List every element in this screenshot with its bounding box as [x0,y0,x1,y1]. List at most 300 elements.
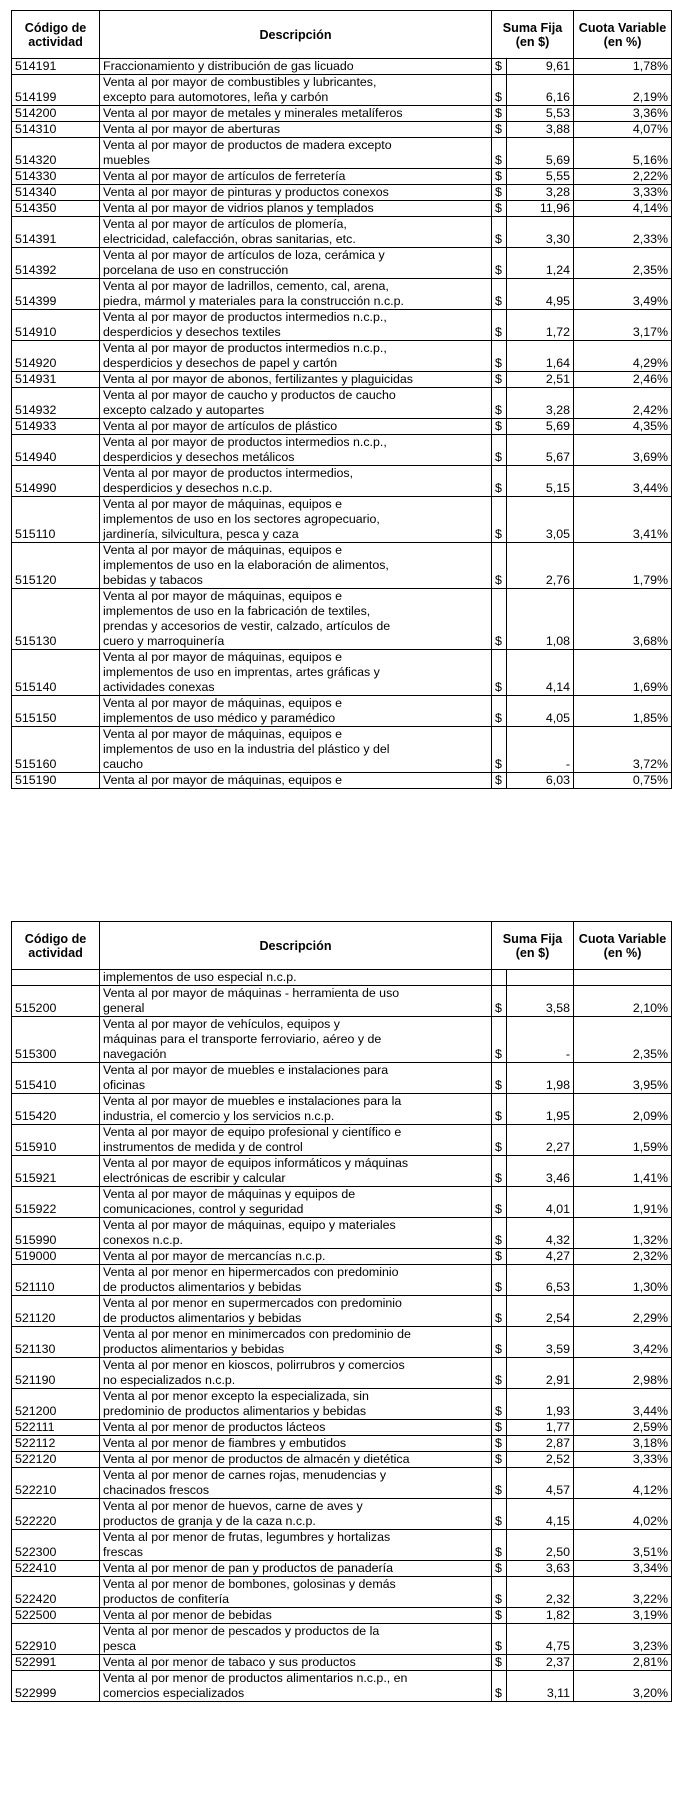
activity-description [100,59,492,75]
activity-description [100,1156,492,1187]
table-row [12,1094,672,1125]
activity-description [100,419,492,435]
activity-code: 515200 [12,986,100,1017]
activity-code: 522220 [12,1499,100,1530]
variable-rate-value: 1,85% [574,696,672,727]
description-line: implementos de uso en imprentas, artes gráficas y [103,665,380,679]
currency-sign: $ [492,1063,507,1094]
fixed-sum-value: 2,91 [507,1358,574,1389]
currency-sign: $ [492,1608,507,1624]
currency-sign: $ [492,106,507,122]
description-line: Venta al por menor en minimercados con predominio de [103,1327,411,1341]
currency-sign: $ [492,185,507,201]
table-row [12,1468,672,1499]
activity-code: 515160 [12,727,100,773]
table-row [12,1420,672,1436]
description-line: porcelana de uso en construcción [103,263,289,277]
activity-description [100,106,492,122]
fixed-sum-value: 4,01 [507,1187,574,1218]
description-line: muebles [103,153,150,167]
fixed-sum-value: 3,88 [507,122,574,138]
variable-rate-value: 2,46% [574,372,672,388]
variable-rate-value: 3,49% [574,279,672,310]
description-line: implementos de uso médico y paramédico [103,711,336,725]
header-fixed-sum: Suma Fija (en $) [492,11,574,59]
description-line: electrónicas de escribir y calcular [103,1171,286,1185]
fixed-sum-value: 1,82 [507,1608,574,1624]
table-row [12,217,672,248]
activity-description [100,169,492,185]
currency-sign: $ [492,1156,507,1187]
variable-rate-value: 2,42% [574,388,672,419]
variable-rate-value: 2,09% [574,1094,672,1125]
activity-code: 522112 [12,1436,100,1452]
variable-rate-value: 4,14% [574,201,672,217]
description-line: Venta al por menor de bebidas [103,1608,272,1622]
table-row [12,169,672,185]
currency-sign: $ [492,1530,507,1561]
variable-rate-value: 2,32% [574,1249,672,1265]
currency-sign: $ [492,986,507,1017]
table-row [12,1063,672,1094]
description-line: Venta al por mayor de combustibles y lubricantes, [103,75,377,89]
table-row [12,341,672,372]
fixed-sum-value: 4,14 [507,650,574,696]
variable-rate-value: 3,68% [574,589,672,650]
description-line: excepto para automotores, leña y carbón [103,90,329,104]
activity-code: 521200 [12,1389,100,1420]
variable-rate-value: 2,19% [574,75,672,106]
variable-rate-value: 3,72% [574,727,672,773]
currency-sign: $ [492,75,507,106]
description-line: implementos de uso en los sectores agropecuario, [103,512,380,526]
currency-sign: $ [492,217,507,248]
table-row [12,1530,672,1561]
fixed-sum-value: 2,37 [507,1655,574,1671]
currency-sign: $ [492,341,507,372]
activity-description [100,1499,492,1530]
variable-rate-value: 5,16% [574,138,672,169]
activity-description [100,1655,492,1671]
activity-description [100,185,492,201]
description-line: desperdicios y desechos n.c.p. [103,481,273,495]
description-line: productos de granja y de la caza n.c.p. [103,1514,316,1528]
description-line: Venta al por mayor de abonos, fertilizantes y plaguicidas [103,372,413,386]
activity-code: 514191 [12,59,100,75]
description-line: implementos de uso en la elaboración de alimentos, [103,558,389,572]
activity-code: 515150 [12,696,100,727]
activity-code: 514920 [12,341,100,372]
activity-description [100,1249,492,1265]
activity-code: 515410 [12,1063,100,1094]
fixed-sum-value: 3,28 [507,388,574,419]
table-row [12,1218,672,1249]
table-row [12,106,672,122]
fixed-sum-value: 4,05 [507,696,574,727]
description-line: productos de confitería [103,1592,230,1606]
activity-code: 522420 [12,1577,100,1608]
header-code: Código de actividad [12,922,100,970]
header-variable-rate: Cuota Variable (en %) [574,922,672,970]
description-line: prendas y accesorios de vestir, calzado, artículos de [103,619,391,633]
activity-code: 521110 [12,1265,100,1296]
fixed-sum-value: 4,75 [507,1624,574,1655]
currency-sign: $ [492,1358,507,1389]
fixed-sum-value: 11,96 [507,201,574,217]
currency-sign: $ [492,1187,507,1218]
table-row [12,1436,672,1452]
activity-code: 514392 [12,248,100,279]
currency-sign: $ [492,122,507,138]
currency-sign: $ [492,1094,507,1125]
variable-rate-value: 3,34% [574,1561,672,1577]
currency-sign: $ [492,1249,507,1265]
description-line: Venta al por mayor de artículos de plomería, [103,217,347,231]
activity-description [100,122,492,138]
table-row [12,372,672,388]
currency-sign: $ [492,1265,507,1296]
description-line: Venta al por mayor de máquinas, equipos e [103,696,343,710]
activity-code: 522910 [12,1624,100,1655]
currency-sign: $ [492,248,507,279]
activity-description [100,1265,492,1296]
description-line: Venta al por menor de carnes rojas, menudencias y [103,1468,387,1482]
activity-code: 522991 [12,1655,100,1671]
activity-code: 514330 [12,169,100,185]
table-row [12,1017,672,1063]
description-line: conexos n.c.p. [103,1233,183,1247]
activity-description [100,279,492,310]
table-row [12,248,672,279]
description-line: Venta al por menor de productos alimentarios n.c.p., en [103,1671,408,1685]
description-line: desperdicios y desechos metálicos [103,450,295,464]
fixed-sum-value: 3,30 [507,217,574,248]
description-line: Venta al por menor de productos lácteos [103,1420,326,1434]
description-line: actividades conexas [103,680,215,694]
activity-description [100,372,492,388]
variable-rate-value: 0,75% [574,773,672,789]
table-row [12,279,672,310]
variable-rate-value: 2,10% [574,986,672,1017]
variable-rate-value: 2,81% [574,1655,672,1671]
activity-code: 514399 [12,279,100,310]
table-row [12,970,672,986]
variable-rate-value: 2,35% [574,248,672,279]
table-row [12,1655,672,1671]
variable-rate-value: 3,17% [574,310,672,341]
activity-description [100,1530,492,1561]
description-line: electricidad, calefacción, obras sanitarias, etc. [103,232,356,246]
description-line: Venta al por mayor de máquinas y equipos de [103,1187,356,1201]
description-line: Venta al por mayor de máquinas, equipos e [103,589,343,603]
description-line: Venta al por menor en hipermercados con predominio [103,1265,399,1279]
currency-sign: $ [492,1655,507,1671]
description-line: Venta al por mayor de artículos de ferretería [103,169,346,183]
fixed-sum-value: 1,08 [507,589,574,650]
variable-rate-value: 2,59% [574,1420,672,1436]
activity-description [100,248,492,279]
description-line: comercios especializados [103,1686,245,1700]
activity-table-1 [11,10,672,789]
currency-sign: $ [492,1671,507,1702]
variable-rate-value: 4,29% [574,341,672,372]
description-line: Venta al por mayor de muebles e instalaciones para la [103,1094,402,1108]
currency-sign: $ [492,466,507,497]
description-line: jardinería, silvicultura, pesca y caza [103,527,299,541]
variable-rate-value: 3,20% [574,1671,672,1702]
activity-description [100,1624,492,1655]
description-line: Venta al por menor de pescados y productos de la [103,1624,380,1638]
fixed-sum-value: 3,58 [507,986,574,1017]
variable-rate-value: 1,41% [574,1156,672,1187]
description-line: implementos de uso en la fabricación de textiles, [103,604,371,618]
table-row [12,1577,672,1608]
description-line: Venta al por mayor de máquinas, equipos e [103,543,343,557]
description-line: no especializados n.c.p. [103,1373,236,1387]
description-line: Venta al por mayor de caucho y productos de caucho [103,388,396,402]
description-line: cuero y marroquinería [103,634,225,648]
currency-sign: $ [492,279,507,310]
activity-code: 522500 [12,1608,100,1624]
activity-code: 514310 [12,122,100,138]
currency-sign: $ [492,1327,507,1358]
activity-code: 515921 [12,1156,100,1187]
variable-rate-value: 4,07% [574,122,672,138]
description-line: Venta al por mayor de máquinas, equipos e [103,650,343,664]
description-line: Venta al por mayor de máquinas, equipos e [103,773,343,787]
table-body [12,970,672,1702]
activity-description [100,1327,492,1358]
activity-description [100,543,492,589]
description-line: implementos de uso especial n.c.p. [103,970,297,984]
fixed-sum-value: 2,76 [507,543,574,589]
description-line: Venta al por mayor de productos intermedios n.c.p., [103,310,387,324]
activity-code: 519000 [12,1249,100,1265]
description-line: de productos alimentarios y bebidas [103,1311,302,1325]
activity-code: 515130 [12,589,100,650]
activity-code: 514199 [12,75,100,106]
fixed-sum-value: 3,05 [507,497,574,543]
currency-sign: $ [492,1296,507,1327]
activity-code: 521130 [12,1327,100,1358]
variable-rate-value: 3,42% [574,1327,672,1358]
variable-rate-value: 1,78% [574,59,672,75]
header-description: Descripción [100,922,492,970]
table-row [12,1125,672,1156]
activity-description [100,1296,492,1327]
description-line: Venta al por mayor de vidrios planos y templados [103,201,374,215]
table-row [12,1499,672,1530]
variable-rate-value: 3,33% [574,1452,672,1468]
currency-sign: $ [492,201,507,217]
currency-sign: $ [492,589,507,650]
activity-description [100,1094,492,1125]
table-row [12,1608,672,1624]
activity-description [100,1187,492,1218]
description-line: Venta al por menor en supermercados con predominio [103,1296,402,1310]
description-line: Venta al por mayor de equipos informáticos y máquinas [103,1156,409,1170]
description-line: comunicaciones, control y seguridad [103,1202,304,1216]
activity-code: 522210 [12,1468,100,1499]
description-line: de productos alimentarios y bebidas [103,1280,302,1294]
description-line: Venta al por mayor de equipo profesional y científico e [103,1125,402,1139]
description-line: desperdicios y desechos de papel y cartón [103,356,338,370]
description-line: Venta al por mayor de máquinas, equipos e [103,497,343,511]
variable-rate-value: 3,95% [574,1063,672,1094]
table-row [12,310,672,341]
variable-rate-value: 1,30% [574,1265,672,1296]
currency-sign: $ [492,1468,507,1499]
currency-sign: $ [492,1389,507,1420]
description-line: pesca [103,1639,137,1653]
header-code: Código de actividad [12,11,100,59]
table-row [12,138,672,169]
table-row [12,122,672,138]
fixed-sum-value: 6,03 [507,773,574,789]
description-line: industria, el comercio y los servicios n.c.p. [103,1109,335,1123]
variable-rate-value: 3,22% [574,1577,672,1608]
description-line: Venta al por menor de frutas, legumbres y hortalizas [103,1530,391,1544]
header-description: Descripción [100,11,492,59]
fixed-sum-value: 1,93 [507,1389,574,1420]
currency-sign: $ [492,1218,507,1249]
description-line: productos alimentarios y bebidas [103,1342,285,1356]
activity-description [100,75,492,106]
currency-sign: $ [492,169,507,185]
table-row [12,986,672,1017]
table-row [12,1156,672,1187]
activity-description [100,986,492,1017]
description-line: general [103,1001,145,1015]
fixed-sum-value: 2,50 [507,1530,574,1561]
fixed-sum-value: 4,32 [507,1218,574,1249]
activity-description [100,589,492,650]
description-line: Venta al por menor excepto la especializada, sin [103,1389,369,1403]
activity-code: 515910 [12,1125,100,1156]
variable-rate-value: 2,29% [574,1296,672,1327]
activity-description [100,138,492,169]
table-row [12,1624,672,1655]
variable-rate-value: 2,33% [574,217,672,248]
variable-rate-value: 1,79% [574,543,672,589]
fixed-sum-value: 5,69 [507,419,574,435]
table-row [12,1265,672,1296]
fixed-sum-value: 2,87 [507,1436,574,1452]
activity-code: 522300 [12,1530,100,1561]
description-line: Venta al por menor de tabaco y sus productos [103,1655,356,1669]
activity-code: 515190 [12,773,100,789]
activity-code [12,970,100,986]
description-line: Venta al por mayor de productos intermedios, [103,466,354,480]
fixed-sum-value: 2,51 [507,372,574,388]
activity-code: 522999 [12,1671,100,1702]
table-row [12,435,672,466]
activity-code: 514340 [12,185,100,201]
currency-sign: $ [492,435,507,466]
activity-description [100,970,492,986]
description-line: Venta al por mayor de máquinas, equipo y materiales [103,1218,396,1232]
activity-code: 514931 [12,372,100,388]
fixed-sum-value: 6,16 [507,75,574,106]
fixed-sum-value: 1,77 [507,1420,574,1436]
fixed-sum-value: 4,27 [507,1249,574,1265]
description-line: Venta al por mayor de metales y minerales metalíferos [103,106,403,120]
variable-rate-value: 3,18% [574,1436,672,1452]
fixed-sum-value: 9,61 [507,59,574,75]
table-row [12,773,672,789]
table-row [12,589,672,650]
table-row [12,497,672,543]
currency-sign: $ [492,419,507,435]
activity-description [100,217,492,248]
fixed-sum-value: 4,95 [507,279,574,310]
description-line: Venta al por mayor de artículos de loza, cerámica y [103,248,385,262]
fixed-sum-value: 2,54 [507,1296,574,1327]
fixed-sum-value: - [507,727,574,773]
description-line: Venta al por mayor de máquinas, equipos e [103,727,343,741]
currency-sign: $ [492,388,507,419]
description-line: Venta al por menor de pan y productos de panadería [103,1561,394,1575]
currency-sign: $ [492,1436,507,1452]
description-line: instrumentos de medida y de control [103,1140,303,1154]
currency-sign: $ [492,543,507,589]
fixed-sum-value: 1,72 [507,310,574,341]
activity-code: 522120 [12,1452,100,1468]
table-row [12,650,672,696]
activity-description [100,310,492,341]
table-row [12,543,672,589]
description-line: Venta al por mayor de productos intermedios n.c.p., [103,435,387,449]
description-line: Venta al por menor de fiambres y embutidos [103,1436,347,1450]
fixed-sum-value: 1,95 [507,1094,574,1125]
activity-description [100,1561,492,1577]
description-line: oficinas [103,1078,146,1092]
fixed-sum-value [507,970,574,986]
table-body [12,59,672,789]
fixed-sum-value: 1,24 [507,248,574,279]
activity-description [100,435,492,466]
fixed-sum-value: 1,98 [507,1063,574,1094]
activity-description [100,1608,492,1624]
table-row [12,1452,672,1468]
fixed-sum-value: 2,52 [507,1452,574,1468]
activity-description [100,696,492,727]
description-line: Venta al por mayor de aberturas [103,122,281,136]
fixed-sum-value: 4,15 [507,1499,574,1530]
description-line: excepto calzado y autopartes [103,403,265,417]
activity-code: 514350 [12,201,100,217]
fixed-sum-value: - [507,1017,574,1063]
activity-description [100,1017,492,1063]
activity-description [100,1218,492,1249]
table-row [12,185,672,201]
table-row [12,59,672,75]
variable-rate-value [574,970,672,986]
currency-sign: $ [492,1017,507,1063]
activity-code: 522111 [12,1420,100,1436]
activity-description [100,1358,492,1389]
variable-rate-value: 2,35% [574,1017,672,1063]
variable-rate-value: 3,36% [574,106,672,122]
activity-description [100,1452,492,1468]
table-row [12,1296,672,1327]
table-row [12,1249,672,1265]
variable-rate-value: 1,59% [574,1125,672,1156]
fixed-sum-value: 3,59 [507,1327,574,1358]
description-line: Venta al por mayor de muebles e instalaciones para [103,1063,389,1077]
activity-description [100,201,492,217]
table-row [12,201,672,217]
